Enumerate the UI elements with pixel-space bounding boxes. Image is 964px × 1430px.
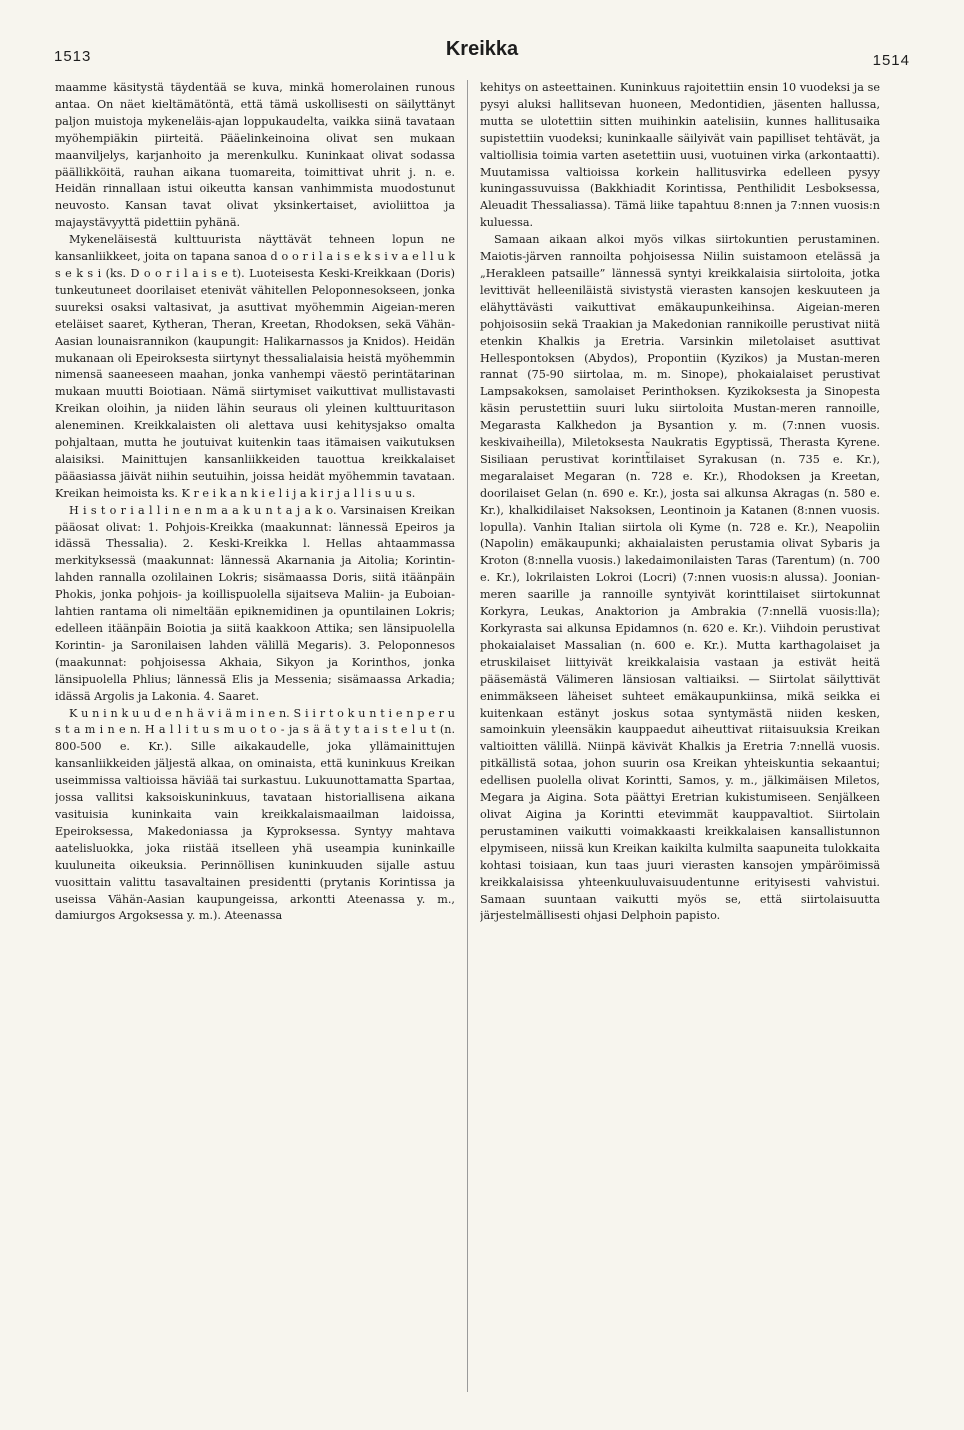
right-column xyxy=(480,80,880,1400)
paragraph: maamme käsitystä täydentää se kuva, minkä homerolainen runous antaa. On näet kieltämätöntä, että tämä uskollisesti on säilyttänyt paljon muistoja mykeneläis-ajan loppukaudelta, vaikka siinä tavataan myöhempiäkin piirteitä. Pääelinkeinoina olivat sen mukaan maanviljelys, karjanhoito ja merenkulku. Kuninkaat olivat sodassa päällikköitä, rauhan aikana tuomareita, toimittivat uhrit j. n. e. Heidän rinnallaan istui oikeutta kansan vanhimmista muodostunut neuvosto. Kansan tavat olivat yksinkertaiset, avioliittoa ja majaystävyyttä pidettiin pyhänä. xyxy=(55,81,455,230)
page-title: Kreikka xyxy=(445,38,519,60)
column-divider xyxy=(467,80,468,1392)
page-header xyxy=(54,38,910,74)
paragraph: K u n i n k u u d e n h ä v i ä m i n e n. S i i r t o k u n t i e n p e r u s t a m i n e n. H a l l i t u s m u o t o - ja s ä ä t y t a i s t e l u t (n. 800-500 e. Kr.). Sille aikakaudelle, joka yllämainittujen kansanliikkeiden jäljestä alkaa, on ominaista, että kuninkuus Kreikan useimmissa valtioissa häviää tai surkastuu. Lukuunottamatta Spartaa, jossa vallitsi kaksoiskuninkuus, tavataan historiallisena aikana vasituisia kuninkaita vain kreikkalaismaailman laidoissa, Epeiroksessa, Makedoniassa ja Kyproksessa. Syntyy mahtava aatelisluokka, joka riistää itselleen yhä useampia kuninkaille kuuluneita oikeuksia. Perinnöllisen kuninkuuden sijalle astuu vuosittain valittu tasavaltainen presidentti (prytanis Korintissa ja useissa Vähän-Aasian kaupungeissa, arkontti Ateenassa y. m., damiurgos Argoksessa y. m.). Ateenassa xyxy=(55,706,455,923)
left-column xyxy=(55,80,455,1400)
paragraph: Mykeneläisestä kulttuurista näyttävät tehneen lopun ne kansanliikkeet, joita on tapana sanoa d o o r i l a i s e k s i v a e l l u k s e k s i (ks. D o o r i l a i s e t). Luoteisesta Keski-Kreikkaan (Doris) tunkeutuneet doorilaiset etenivät vähitellen Peloponnesokseen, jonka suureksi osaksi valtasivat, ja asuttivat myöhemmin Aigeian-meren eteläiset saaret, Kytheran, Theran, Kreetan, Rhodoksen, sekä Vähän-Aasian lounaisrannikon (kaupungit: Halikarnassos ja Knidos). Heidän mukanaan oli Epeiroksesta siirtynyt thessalialaisia heistä myöhemmin nimensä saaneeseen maahan, jonka vanhempi väestö perintätarinan mukaan muutti Boiotiaan. Nämä siirtymiset vaikuttivat mullistavasti Kreikan oloihin, ja niiden lähin seuraus oli yleinen kulttuuritason aleneminen. Kreikkalaisten oli alettava uusi kehitysjakso omalta pohjaltaan, mutta he joutuivat kuitenkin taas itämaisen vaikutuksen alaisiksi. Mainittujen kansanliikkeiden tauottua kreikkalaiset pääasiassa jäivät niihin seutuihin, joissa heidät myöhemmin tavataan. Kreikan heimoista ks. K r e i k a n k i e l i j a k i r j a l l i s u u s. xyxy=(55,233,455,500)
paragraph: H i s t o r i a l l i n e n m a a k u n t a j a k o. Varsinaisen Kreikan pääosat olivat: 1. Pohjois-Kreikka (maakunnat: lännessä Epeiros ja idässä Thessalia). 2. Keski-Kreikka l. Hellas ahtaammassa merkityksessä (maakunnat: lännessä Akarnania ja Aitolia; Korintin-lahden rannalla ozolilainen Lokris; sisämaassa Doris, siitä itäänpäin Phokis, jonka pohjois- ja koillispuolella sijaitseva Maliin- ja Euboian-lahtien rantama oli nimeltään epiknemidinen ja opuntilainen Lokris; edelleen itäänpäin Boiotia ja siitä kaakkoon Attika; sen länsipuolella Korintin- ja Saronilaisen lahden välillä Megaris). 3. Peloponnesos (maakunnat: pohjoisessa Akhaia, Sikyon ja Korinthos, jonka länsipuolella Phlius; lännessä Elis ja Messenia; sisämaassa Arkadia; idässä Argolis ja Lakonia. 4. Saaret. xyxy=(55,503,455,703)
page-number-left: 1513 xyxy=(54,48,92,65)
page-number-right: 1514 xyxy=(872,52,910,69)
paragraph: Samaan aikaan alkoi myös vilkas siirtokuntien perustaminen. Maiotis-järven rannoilta pohjoisessa Niilin suistamoon etelässä ja „Herakleen patsaille” lännessä syntyi kreikkalaisia siirtoloita, jotka levittivät helleeniläistä sivistystä vierasten kansojen keskuuteen ja elähyttävästi vaikuttivat emäkaupunkeihinsa. Aigeian-meren pohjoisosiin sekä Traakian ja Makedonian rannikoille perustivat niitä etenkin Khalkis ja Eretria. Varsinkin miletolaiset asuttivat Hellespontoksen (Abydos), Propontiin (Kyzikos) ja Mustan-meren rannat (75-90 siirtolaa, m. m. Sinope), phokaialaiset perustivat Lampsakoksen, samolaiset Perinthoksen. Kyzikoksesta ja Sinopesta käsin perustettiin suuri luku siirtoloita Mustan-meren rannoille, Megarasta Kalkhedon ja Bysantion y. m. (7:nnen vuosis. keskivaiheilla), Miletoksesta Naukratis Egyptissä, Therasta Kyrene. Sisiliaan perustivat korintt̃ilaiset Syrakusan (n. 735 e. Kr.), megaralaiset Megaran (n. 728 e. Kr.), Rhodoksen ja Kreetan, doorilaiset Gelan (n. 690 e. Kr.), josta sai alkunsa Akragas (n. 580 e. Kr.), khalkidilaiset Naksoksen, Leontinoin ja Katanen (8:nnen vuosis. lopulla). Vanhin Italian siirtola oli Kyme (n. 728 e. Kr.), Neapoliin (Napolin) emäkaupunki; akhaialaisten perustamia olivat Sybaris ja Kroton (8:nnella vuosis.) lakedaimonilaisten Taras (Tarentum) (n. 700 e. Kr.), lokrilaisten Lokroi (Locri) (7:nnen vuosis:n alussa). Joonian-meren saarille ja rannoille syntyivät korinttilaiset siirtokunnat Korkyra, Leukas, Anaktorion ja Ambrakia (7:nnellä vuosis:lla); Korkyrasta sai alkunsa Epidamnos (n. 620 e. Kr.). Viihdoin perustivat phokaialaiset Massalian (n. 600 e. Kr.). Mutta karthagolaiset ja etruskilaiset liittyivät kreikkalaisia vastaan ja estivät heitä pääsemästä Välimeren länsiosan valtiaiksi. — Siirtolat säilyttivät enimmäkseen läheiset suhteet emäkaupunkiinsa, mikä seikka ei kuitenkaan estänyt joskus sotaa syntymästä niiden kesken, samoinkuin yleensäkin kauppaedut aiheuttivat riitaisuuksia Kreikan valtioitten välillä. Niinpä kävivät Khalkis ja Eretria 7:nnellä vuosis. pitkällistä sotaa, johon suurin osa Kreikan yhteiskuntia sekaantui; edellisen puolella olivat Korintti, Samos, y. m., jälkimäisen Miletos, Megara ja Aigina. Sota päättyi Eretrian kukistumiseen. Senjälkeen olivat Aigina ja Korintti etevimmät kauppavaltiot. Siirtolain perustaminen vaikutti voimakkaasti kreikkalaisen kansallistunnon elpymiseen, niissä kun Kreikan kaikilta kulmilta saapuneita tulokkaita kohtasi toisiaan, kun taas juuri vierasten kansojen ympäröimissä kreikkalaisissa yhteenkuuluvaisuudentunne erityisesti vahvistui. Samaan suuntaan vaikutti myös se, että siirtolaisuutta järjestelmällisesti ohjasi Delphoin papisto. xyxy=(480,233,880,923)
paragraph: kehitys on asteettainen. Kuninkuus rajoitettiin ensin 10 vuodeksi ja se pysyi aluksi hallitsevan huoneen, Medontidien, jäsenten hallussa, mutta se ulotettiin sitten muihinkin aatelisiin, kunnes hallitusaika supistettiin vuodeksi; kuninkaalle säilyivät vain papilliset tehtävät, ja valtiollisia toimia varten asetettiin uusi, vuotuinen virka (arkontaatti). Muutamissa valtioissa korkein hallitusvirka edelleen pysyy kuningassuvuissa (Bakkhiadit Korintissa, Penthilidit Lesboksessa, Aleuadit Thessaliassa). Tämä liike tapahtuu 8:nnen ja 7:nnen vuosis:n kuluessa. xyxy=(480,81,880,230)
